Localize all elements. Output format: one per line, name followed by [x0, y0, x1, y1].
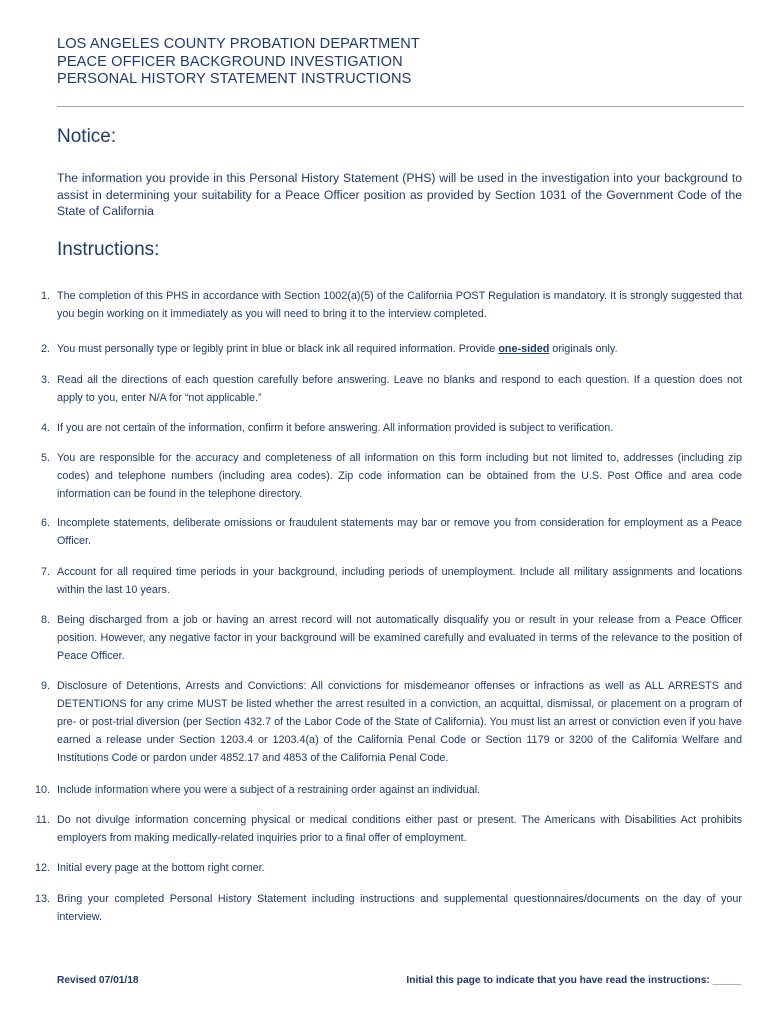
header-line-title: PERSONAL HISTORY STATEMENT INSTRUCTIONS	[57, 71, 412, 87]
item-text: Include information where you were a subject of a restraining order against an individual.	[57, 784, 481, 796]
revision-date: Revised 07/01/18	[57, 975, 139, 986]
item-text: You are responsible for the accuracy and completeness of all information on this form including but not limited to, addresses (including zip codes) and telephone numbers (including area codes). Zip code information can be obtained from the U.S. Post Office and area code information can be found in the telephone directory.	[57, 452, 742, 500]
instructions-heading: Instructions:	[57, 239, 160, 260]
item-number: 11.	[35, 814, 50, 826]
item-number: 2.	[40, 343, 50, 355]
item-text-after: originals only.	[549, 343, 618, 355]
header-divider	[57, 106, 744, 107]
item-text: If you are not certain of the information, confirm it before answering. All information provided is subject to verification.	[57, 422, 614, 434]
item-number: 1.	[40, 290, 50, 302]
item-text: Bring your completed Personal History Statement including instructions and supplemental questionnaires/documents on the day of your interview.	[57, 893, 742, 923]
notice-paragraph: The information you provide in this Personal History Statement (PHS) will be used in the investigation into your background to assist in determining your suitability for a Peace Officer position as provided by Section 1031 of the Government Code of the State of California	[57, 171, 742, 218]
header-line-department: LOS ANGELES COUNTY PROBATION DEPARTMENT	[57, 36, 420, 52]
item-number: 8.	[40, 614, 50, 626]
item-number: 10.	[34, 784, 50, 796]
item-number: 4.	[40, 422, 50, 434]
document-header	[57, 36, 747, 89]
item-number: 12.	[34, 862, 50, 874]
item-text: Disclosure of Detentions, Arrests and Convictions: All convictions for misdemeanor offenses or infractions as well as ALL ARRESTS and DETENTIONS for any crime MUST be listed whether the arrest resulted in a conviction, an acquittal, dismissal, or placement on a program of pre- or post-trial diversion (per Section 432.7 of the Labor Code of the State of California). You must list an arrest or conviction even if you have earned a release under Section 1203.4 or 1203.4(a) of the California Penal Code or Section 1179 or 3200 of the California Welfare and Institutions Code or pardon under 4852.17 and 4853 of the California Penal Code.	[57, 680, 742, 764]
item-text: Being discharged from a job or having an arrest record will not automatically disqualify you or result in your release from a Peace Officer position. However, any negative factor in your background will be examined carefully and evaluated in terms of the relevance to the position of Peace Officer.	[57, 614, 742, 662]
item-text: The completion of this PHS in accordance with Section 1002(a)(5) of the California POST Regulation is mandatory. It is strongly suggested that you begin working on it immediately as you will need to bring it to the interview completed.	[57, 290, 742, 320]
item-text: Initial every page at the bottom right corner.	[57, 862, 265, 874]
item-number: 3.	[40, 374, 50, 386]
header-line-investigation: PEACE OFFICER BACKGROUND INVESTIGATION	[57, 53, 403, 70]
item-number: 5.	[40, 452, 50, 464]
item-text-before: You must personally type or legibly print in blue or black ink all required information. Provide	[57, 343, 499, 355]
item-number: 7.	[40, 566, 50, 578]
item-text	[57, 340, 742, 358]
item-number: 6.	[40, 517, 50, 529]
item-text: Incomplete statements, deliberate omissions or fraudulent statements may bar or remove you from consideration for employment as a Peace Officer.	[57, 517, 742, 547]
notice-heading: Notice:	[57, 126, 117, 147]
item-text: Do not divulge information concerning physical or medical conditions either past or present. The Americans with Disabilities Act prohibits employers from making medically-related inquiries prior to a final offer of employment.	[57, 814, 742, 844]
item-text: Read all the directions of each question carefully before answering. Leave no blanks and respond to each question. If a question does not apply to you, enter N/A for “not applicable.”	[57, 374, 742, 404]
item-number: 13.	[34, 893, 50, 905]
item-number: 9.	[40, 680, 50, 692]
item-emphasis: one-sided	[498, 343, 550, 355]
initial-prompt: Initial this page to indicate that you have read the instructions: _____	[406, 975, 741, 986]
item-text: Account for all required time periods in your background, including periods of unemployment. Include all military assignments and locations within the last 10 years.	[57, 566, 742, 596]
